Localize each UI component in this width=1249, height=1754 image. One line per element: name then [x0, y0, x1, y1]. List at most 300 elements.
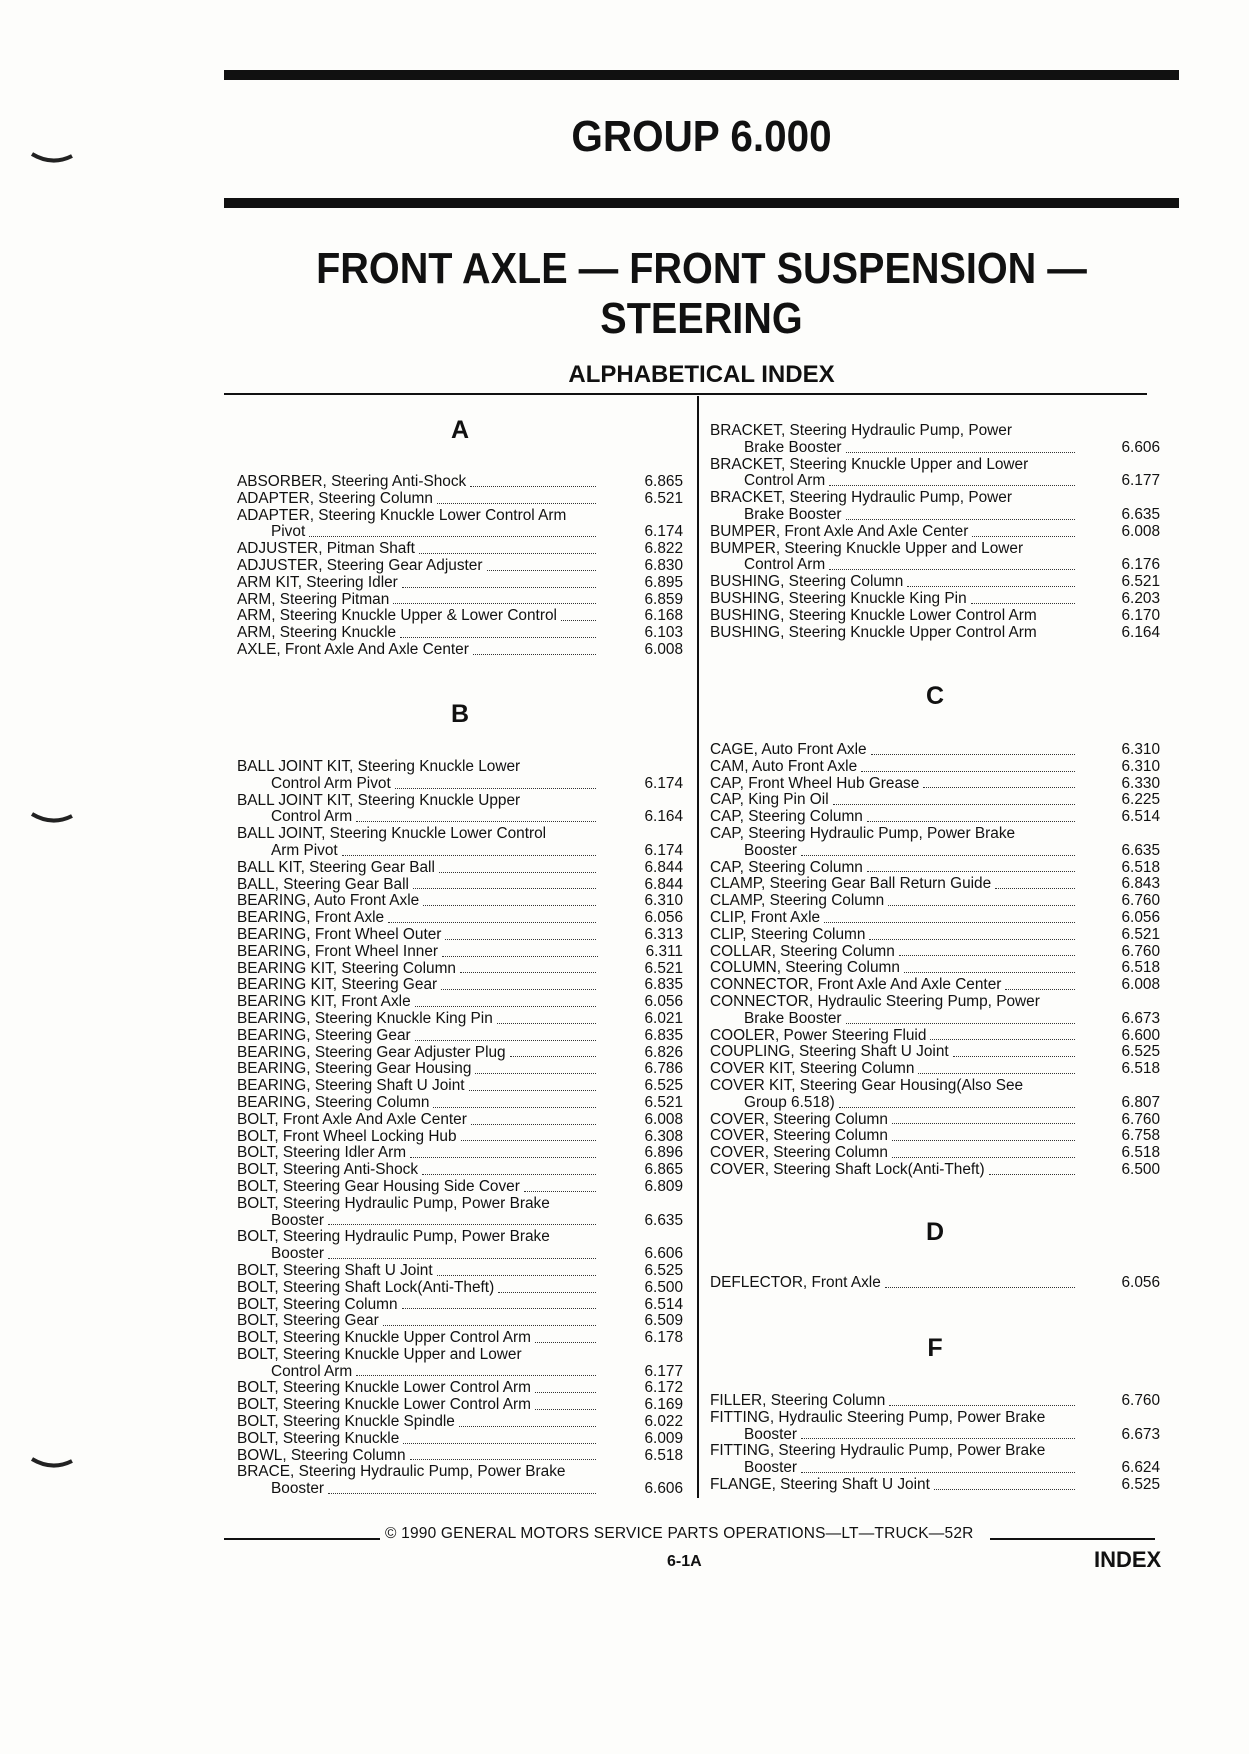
- index-entry-page: 6.673: [1121, 1425, 1160, 1443]
- index-entry: [237, 1414, 683, 1431]
- index-entry: [237, 1011, 683, 1028]
- index-entry-page: 6.500: [1121, 1160, 1160, 1178]
- index-entry-name: AXLE, Front Axle And Axle Center: [237, 640, 469, 658]
- leader-dots: [410, 1459, 597, 1460]
- index-entry-name: ADJUSTER, Pitman Shaft: [237, 540, 415, 558]
- index-entry-page: 6.844: [644, 875, 683, 893]
- leader-dots: [469, 1090, 597, 1091]
- index-entry-page: 6.521: [1121, 925, 1160, 943]
- leader-dots: [309, 536, 596, 537]
- index-entry-page: 6.509: [644, 1312, 683, 1330]
- index-entry: [237, 474, 683, 491]
- index-entry: [710, 423, 1160, 440]
- index-entry-name: BEARING, Steering Shaft U Joint: [237, 1077, 465, 1095]
- index-entry-name: BALL, Steering Gear Ball: [237, 875, 409, 893]
- subtitle-rule: [224, 393, 1147, 395]
- leader-dots: [497, 1023, 597, 1024]
- leader-dots: [402, 1308, 597, 1309]
- leader-dots: [892, 1123, 1076, 1124]
- index-entry-name: COVER, Steering Column: [710, 1127, 888, 1145]
- index-entry: [237, 759, 683, 776]
- leader-dots: [829, 569, 1075, 570]
- index-entry: [710, 910, 1160, 927]
- leader-dots: [460, 972, 597, 973]
- index-entry-page: 6.807: [1121, 1093, 1160, 1111]
- index-entry-name: FLANGE, Steering Shaft U Joint: [710, 1475, 930, 1493]
- index-entry-page: 6.021: [644, 1009, 683, 1027]
- index-entry: [710, 994, 1160, 1011]
- index-entry-page: 6.835: [644, 1026, 683, 1044]
- index-entry-name: BOLT, Steering Hydraulic Pump, Power Brake: [237, 1194, 550, 1212]
- section-letter-f: F: [927, 1334, 943, 1362]
- index-entry: [237, 1078, 683, 1095]
- index-entry-page: 6.844: [644, 858, 683, 876]
- index-entry-name: Brake Booster: [744, 438, 842, 456]
- leader-dots: [461, 1140, 597, 1141]
- index-entry-page: 6.174: [644, 774, 683, 792]
- index-entry-page: 6.606: [1121, 438, 1160, 456]
- index-entry-name: BOLT, Steering Shaft Lock(Anti-Theft): [237, 1278, 495, 1296]
- index-entry-page: 6.168: [644, 607, 683, 625]
- index-entry-name: BEARING, Steering Column: [237, 1093, 430, 1111]
- leader-dots: [437, 1275, 597, 1276]
- index-entry: [237, 625, 683, 642]
- index-entry-name: BEARING, Front Axle: [237, 909, 385, 927]
- index-entry: [710, 1044, 1160, 1061]
- index-entry-page: 6.521: [644, 489, 683, 507]
- index-entry: [710, 1275, 1160, 1292]
- index-entry: [237, 1095, 683, 1112]
- index-entry: [237, 1431, 683, 1448]
- leader-dots: [904, 972, 1076, 973]
- index-entry: [710, 944, 1160, 961]
- index-entry-name: Booster: [271, 1245, 325, 1263]
- leader-dots: [437, 503, 597, 504]
- index-entry-page: 6.056: [644, 993, 683, 1011]
- leader-dots: [561, 620, 597, 621]
- index-entry-page: 6.169: [644, 1396, 683, 1414]
- index-entry: [237, 1229, 683, 1246]
- section-letter-c: C: [925, 682, 945, 710]
- index-entry-name: BUMPER, Steering Knuckle Upper and Lower: [710, 539, 1024, 557]
- index-entry: [710, 608, 1160, 625]
- index-entry-name: COOLER, Power Steering Fluid: [710, 1026, 927, 1044]
- index-entry-page: 6.518: [1121, 959, 1160, 977]
- index-entry-page: 6.008: [1121, 976, 1160, 994]
- index-entry: [710, 1393, 1160, 1410]
- index-entry: [710, 1128, 1160, 1145]
- leader-dots: [471, 1124, 597, 1125]
- index-entry-page: 6.826: [644, 1043, 683, 1061]
- index-entry-page: 6.308: [644, 1127, 683, 1145]
- index-entry-name: Brake Booster: [744, 505, 842, 523]
- index-entry-name: DEFLECTOR, Front Axle: [710, 1274, 881, 1291]
- index-entry: [710, 490, 1160, 507]
- index-list-a: [237, 474, 683, 659]
- index-entry-page: 6.164: [1121, 623, 1160, 641]
- leader-dots: [930, 1039, 1075, 1040]
- index-entry-name: CAP, King Pin Oil: [710, 791, 829, 809]
- index-entry-name: CAGE, Auto Front Axle: [710, 741, 867, 758]
- index-entry-page: 6.518: [644, 1446, 683, 1464]
- index-entry-page: 6.525: [1121, 1043, 1160, 1061]
- index-entry: [710, 507, 1160, 524]
- index-entry-page: 6.310: [1121, 741, 1160, 758]
- index-entry-page: 6.525: [644, 1261, 683, 1279]
- index-entry-name: ABSORBER, Steering Anti-Shock: [237, 473, 467, 490]
- index-entry-page: 6.822: [644, 540, 683, 558]
- index-entry-page: 6.008: [1121, 522, 1160, 540]
- index-entry-name: BRACKET, Steering Hydraulic Pump, Power: [710, 422, 1012, 439]
- index-entry-name: CLAMP, Steering Column: [710, 892, 885, 910]
- leader-dots: [899, 955, 1076, 956]
- index-entry-name: BEARING KIT, Steering Column: [237, 959, 456, 977]
- index-entry-page: 6.500: [644, 1278, 683, 1296]
- index-entry-name: Control Arm: [744, 556, 826, 574]
- index-entry: [237, 843, 683, 860]
- index-entry-name: Booster: [744, 1425, 798, 1443]
- index-entry-page: 6.635: [644, 1211, 683, 1229]
- index-entry: [237, 1145, 683, 1162]
- leader-dots: [433, 1107, 596, 1108]
- leader-dots: [907, 586, 1075, 587]
- index-entry-name: BEARING KIT, Front Axle: [237, 993, 411, 1011]
- index-entry-page: 6.311: [645, 942, 683, 960]
- index-entry: [237, 558, 683, 575]
- leader-dots: [801, 1472, 1075, 1473]
- index-entry-name: BOLT, Steering Gear Housing Side Cover: [237, 1177, 520, 1195]
- index-entry: [237, 1448, 683, 1465]
- index-entry: [710, 927, 1160, 944]
- leader-dots: [410, 1157, 596, 1158]
- index-entry: [237, 994, 683, 1011]
- leader-dots: [892, 1157, 1076, 1158]
- index-entry-name: BOLT, Steering Knuckle Upper and Lower: [237, 1345, 522, 1363]
- index-entry-name: Control Arm: [744, 472, 826, 490]
- index-entry-page: 6.225: [1121, 791, 1160, 809]
- index-entry-page: 6.164: [644, 808, 683, 826]
- index-list-b: [237, 759, 683, 1498]
- index-entry-page: 6.865: [644, 473, 683, 490]
- index-entry-page: 6.172: [644, 1379, 683, 1397]
- index-entry-page: 6.310: [1121, 757, 1160, 775]
- index-entry-name: BOLT, Front Axle And Axle Center: [237, 1110, 467, 1128]
- index-entry: [710, 440, 1160, 457]
- index-entry-page: 6.103: [644, 624, 683, 642]
- index-entry: [237, 524, 683, 541]
- top-rule: [224, 70, 1179, 80]
- index-entry-name: CLIP, Front Axle: [710, 908, 821, 926]
- index-entry-name: COVER, Steering Column: [710, 1144, 888, 1162]
- index-entry-name: BEARING, Steering Gear Adjuster Plug: [237, 1043, 506, 1061]
- index-entry-name: BOLT, Steering Knuckle Lower Control Arm: [237, 1396, 531, 1414]
- index-entry-name: Brake Booster: [744, 1009, 842, 1027]
- leader-dots: [328, 1224, 596, 1225]
- leader-dots: [839, 1107, 1076, 1108]
- leader-dots: [953, 1056, 1076, 1057]
- index-entry: [237, 1129, 683, 1146]
- index-list-d: [710, 1275, 1160, 1292]
- index-entry: [237, 1364, 683, 1381]
- leader-dots: [934, 1489, 1076, 1490]
- leader-dots: [487, 570, 597, 571]
- index-entry-page: 6.176: [1121, 556, 1160, 574]
- index-entry: [710, 1095, 1160, 1112]
- section-letter-d: D: [925, 1218, 945, 1246]
- index-entry: [237, 910, 683, 927]
- index-entry-name: ARM KIT, Steering Idler: [237, 573, 398, 591]
- index-entry: [710, 1028, 1160, 1045]
- index-entry-name: BOLT, Steering Knuckle Lower Control Arm: [237, 1379, 531, 1397]
- index-entry-name: COVER, Steering Column: [710, 1110, 888, 1128]
- index-entry-name: BUSHING, Steering Knuckle Upper Control Arm: [710, 623, 1037, 641]
- index-entry: [710, 826, 1160, 843]
- index-entry-name: BEARING, Steering Gear Housing: [237, 1060, 472, 1078]
- index-entry: [710, 541, 1160, 558]
- index-entry-name: ADAPTER, Steering Column: [237, 489, 433, 507]
- leader-dots: [846, 452, 1076, 453]
- index-entry-page: 6.177: [644, 1362, 683, 1380]
- index-entry-page: 6.521: [644, 1093, 683, 1111]
- index-entry-name: BOLT, Front Wheel Locking Hub: [237, 1127, 457, 1145]
- index-entry-page: 6.809: [644, 1177, 683, 1195]
- index-entry-name: BRACKET, Steering Hydraulic Pump, Power: [710, 489, 1012, 507]
- leader-dots: [498, 1292, 596, 1293]
- index-entry: [710, 1145, 1160, 1162]
- section-tab-label: INDEX: [1094, 1547, 1162, 1572]
- leader-dots: [535, 1342, 597, 1343]
- index-entry-page: 6.178: [644, 1329, 683, 1347]
- index-list-b-continued: [710, 423, 1160, 641]
- index-entry: [710, 1078, 1160, 1095]
- leader-dots: [510, 1056, 597, 1057]
- index-entry-name: BOLT, Steering Anti-Shock: [237, 1161, 419, 1179]
- index-entry-page: 6.009: [644, 1429, 683, 1447]
- leader-dots: [923, 787, 1075, 788]
- index-entry: [237, 1179, 683, 1196]
- leader-dots: [801, 1438, 1075, 1439]
- leader-dots: [395, 788, 597, 789]
- index-entry: [710, 1112, 1160, 1129]
- page-number: 6-1A: [667, 1553, 702, 1570]
- index-entry-name: CLIP, Steering Column: [710, 925, 866, 943]
- index-entry-name: BUSHING, Steering Knuckle King Pin: [710, 589, 967, 607]
- index-entry: [710, 776, 1160, 793]
- index-entry-page: 6.635: [1121, 841, 1160, 859]
- index-entry-name: BOLT, Steering Shaft U Joint: [237, 1261, 433, 1279]
- leader-dots: [989, 1174, 1076, 1175]
- copyright-line: © 1990 GENERAL MOTORS SERVICE PARTS OPERATIONS—LT—TRUCK—52R: [385, 1525, 974, 1542]
- index-entry: [710, 1477, 1160, 1494]
- leader-dots: [445, 939, 596, 940]
- index-entry-page: 6.518: [1121, 1060, 1160, 1078]
- index-entry: [237, 927, 683, 944]
- leader-dots: [995, 888, 1075, 889]
- section-letter-b: B: [450, 700, 470, 728]
- leader-dots: [356, 1375, 596, 1376]
- index-entry: [237, 893, 683, 910]
- leader-dots: [829, 485, 1075, 486]
- leader-dots: [459, 1426, 597, 1427]
- leader-dots: [356, 821, 596, 822]
- index-entry: [710, 1061, 1160, 1078]
- leader-dots: [415, 1040, 597, 1041]
- index-entry-page: 6.624: [1121, 1459, 1160, 1477]
- index-entry-name: BRACKET, Steering Knuckle Upper and Lower: [710, 455, 1029, 473]
- index-entry: [237, 1297, 683, 1314]
- index-entry: [710, 1443, 1160, 1460]
- index-entry-name: Group 6.518): [744, 1093, 835, 1111]
- leader-dots: [415, 1006, 597, 1007]
- leader-dots: [846, 1023, 1076, 1024]
- index-entry-name: BOLT, Steering Knuckle: [237, 1429, 400, 1447]
- index-entry-name: CAP, Steering Column: [710, 808, 863, 826]
- index-entry-page: 6.022: [644, 1413, 683, 1431]
- index-entry-name: ARM, Steering Knuckle: [237, 624, 397, 642]
- index-entry-name: Control Arm Pivot: [271, 774, 391, 792]
- index-entry: [710, 574, 1160, 591]
- leader-dots: [972, 536, 1075, 537]
- leader-dots: [846, 519, 1076, 520]
- index-entry: [237, 1347, 683, 1364]
- index-entry: [237, 809, 683, 826]
- index-entry: [237, 977, 683, 994]
- index-entry-name: BOWL, Steering Column: [237, 1446, 406, 1464]
- index-entry-page: 6.760: [1121, 892, 1160, 910]
- index-entry-page: 6.008: [644, 1110, 683, 1128]
- index-entry-name: COVER KIT, Steering Gear Housing(Also See: [710, 1076, 1024, 1094]
- index-entry-name: CLAMP, Steering Gear Ball Return Guide: [710, 875, 992, 893]
- index-entry-name: COUPLING, Steering Shaft U Joint: [710, 1043, 949, 1061]
- index-entry-name: BEARING KIT, Steering Gear: [237, 976, 438, 994]
- index-entry-name: BOLT, Steering Hydraulic Pump, Power Brake: [237, 1228, 550, 1246]
- leader-dots: [524, 1191, 597, 1192]
- index-entry-name: CONNECTOR, Hydraulic Steering Pump, Power: [710, 992, 1040, 1010]
- index-entry-name: Booster: [271, 1480, 325, 1498]
- index-entry-name: COVER, Steering Shaft Lock(Anti-Theft): [710, 1160, 985, 1178]
- index-entry-page: 6.673: [1121, 1009, 1160, 1027]
- leader-dots: [439, 872, 597, 873]
- leader-dots: [388, 922, 596, 923]
- index-entry-name: ADAPTER, Steering Knuckle Lower Control Arm: [237, 506, 567, 524]
- index-entry: [710, 591, 1160, 608]
- index-entry-page: 6.835: [644, 976, 683, 994]
- index-entry-name: Control Arm: [271, 808, 353, 826]
- index-entry-name: BUSHING, Steering Knuckle Lower Control Arm: [710, 606, 1037, 624]
- index-entry-page: 6.525: [644, 1077, 683, 1095]
- index-entry-page: 6.843: [1121, 875, 1160, 893]
- leader-dots: [419, 553, 597, 554]
- index-entry-page: 6.760: [1121, 1392, 1160, 1409]
- index-entry: [237, 877, 683, 894]
- index-entry: [710, 1011, 1160, 1028]
- index-entry-name: BALL JOINT, Steering Knuckle Lower Control: [237, 825, 547, 843]
- index-entry: [237, 1464, 683, 1481]
- leader-dots: [423, 905, 596, 906]
- index-entry-name: CONNECTOR, Front Axle And Axle Center: [710, 976, 1002, 994]
- index-entry: [237, 1061, 683, 1078]
- index-entry: [237, 776, 683, 793]
- index-entry-name: BALL KIT, Steering Gear Ball: [237, 858, 435, 876]
- binder-hole-mark: [30, 150, 74, 164]
- index-entry-name: Booster: [744, 1459, 798, 1477]
- index-entry: [237, 1196, 683, 1213]
- index-entry-name: BOLT, Steering Gear: [237, 1312, 379, 1330]
- leader-dots: [393, 603, 596, 604]
- leader-dots: [403, 1443, 596, 1444]
- index-entry: [710, 1162, 1160, 1179]
- leader-dots: [824, 922, 1075, 923]
- index-entry-name: BEARING, Front Wheel Inner: [237, 942, 439, 960]
- header-rule: [224, 198, 1179, 208]
- index-entry-page: 6.008: [644, 640, 683, 658]
- index-entry-page: 6.525: [1121, 1475, 1160, 1493]
- footer-rule-right: [990, 1538, 1155, 1540]
- index-entry-name: ARM, Steering Knuckle Upper & Lower Control: [237, 607, 557, 625]
- index-entry-page: 6.514: [1121, 808, 1160, 826]
- index-entry: [237, 1330, 683, 1347]
- index-entry-page: 6.606: [644, 1480, 683, 1498]
- leader-dots: [413, 888, 597, 889]
- index-entry-page: 6.895: [644, 573, 683, 591]
- index-entry: [710, 759, 1160, 776]
- index-entry-page: 6.056: [644, 909, 683, 927]
- index-entry: [237, 961, 683, 978]
- index-entry-page: 6.865: [644, 1161, 683, 1179]
- index-entry-page: 6.830: [644, 556, 683, 574]
- index-entry-name: Booster: [271, 1211, 325, 1229]
- index-entry-page: 6.170: [1121, 606, 1160, 624]
- index-entry: [237, 1045, 683, 1062]
- index-entry-page: 6.600: [1121, 1026, 1160, 1044]
- leader-dots: [918, 1073, 1075, 1074]
- leader-dots: [402, 587, 597, 588]
- leader-dots: [867, 871, 1076, 872]
- index-entry: [710, 809, 1160, 826]
- index-entry: [710, 742, 1160, 759]
- page-title-line1: FRONT AXLE — FRONT SUSPENSION —: [316, 244, 1087, 293]
- leader-dots: [833, 804, 1076, 805]
- index-entry-name: BOLT, Steering Column: [237, 1295, 398, 1313]
- index-entry-name: BOLT, Steering Idler Arm: [237, 1144, 407, 1162]
- index-entry-name: CAP, Front Wheel Hub Grease: [710, 774, 920, 792]
- leader-dots: [328, 1258, 596, 1259]
- index-entry: [710, 457, 1160, 474]
- index-entry-name: BALL JOINT KIT, Steering Knuckle Lower: [237, 758, 521, 775]
- index-entry-name: Booster: [744, 841, 798, 859]
- index-entry: [237, 508, 683, 525]
- leader-dots: [1005, 989, 1075, 990]
- leader-dots: [861, 771, 1075, 772]
- index-entry-page: 6.760: [1121, 1110, 1160, 1128]
- index-entry-page: 6.518: [1121, 858, 1160, 876]
- index-entry: [237, 592, 683, 609]
- index-entry: [237, 944, 683, 961]
- index-entry-name: Arm Pivot: [271, 841, 338, 859]
- index-entry: [710, 473, 1160, 490]
- index-entry: [710, 1460, 1160, 1477]
- index-entry-page: 6.518: [1121, 1144, 1160, 1162]
- index-entry: [237, 1246, 683, 1263]
- column-divider: [697, 396, 699, 1498]
- index-entry-name: Control Arm: [271, 1362, 353, 1380]
- leader-dots: [801, 855, 1075, 856]
- leader-dots: [442, 956, 598, 957]
- index-entry-page: 6.330: [1121, 774, 1160, 792]
- index-entry-page: 6.174: [644, 841, 683, 859]
- index-entry: [237, 1397, 683, 1414]
- index-entry: [237, 541, 683, 558]
